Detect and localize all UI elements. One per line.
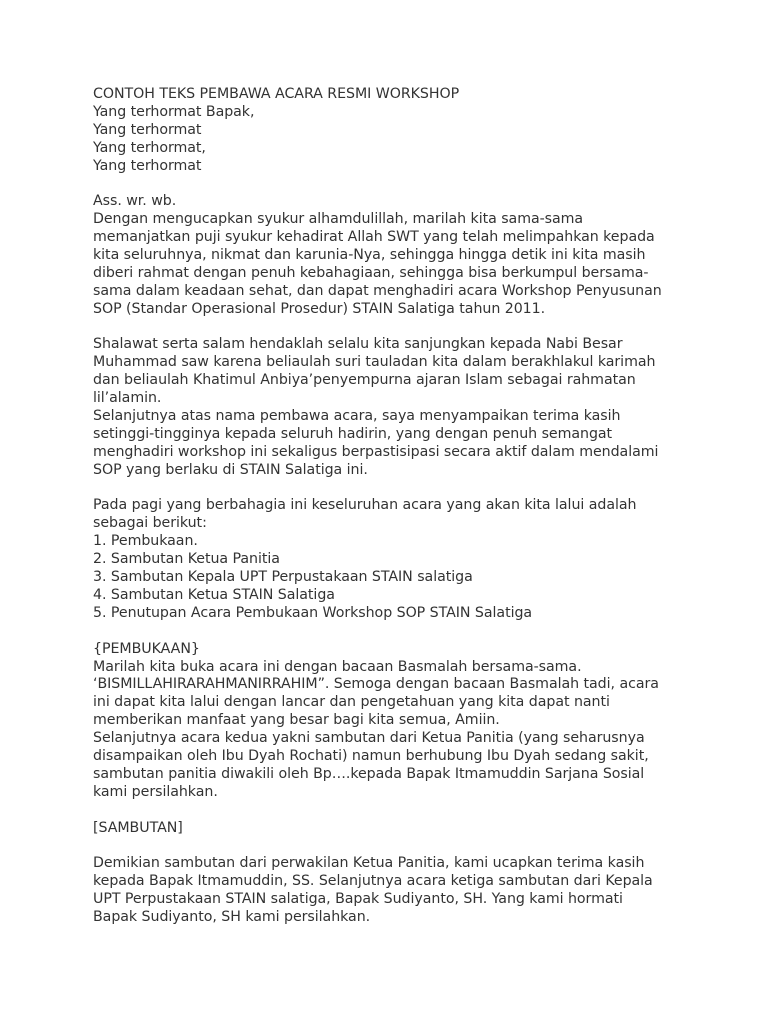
paragraph-pembukaan: [93, 659, 753, 802]
text-line: Demikian sambutan dari perwakilan Ketua Panitia, kami ucapkan terima kasih: [93, 855, 645, 872]
spacer: [93, 837, 753, 855]
text-line: sama dalam keadaan sehat, dan dapat menghadiri acara Workshop Penyusunan: [93, 282, 662, 299]
spacer: [93, 319, 753, 337]
text-line: kami persilahkan.: [93, 783, 218, 800]
text-line: Dengan mengucapkan syukur alhamdulillah, marilah kita sama-sama: [93, 211, 584, 228]
salutation-line: Yang terhormat Bapak,: [93, 103, 255, 120]
spacer: [93, 623, 753, 641]
text-line: SOP (Standar Operasional Prosedur) STAIN Salatiga tahun 2011.: [93, 300, 546, 317]
text-line: kepada Bapak Itmamuddin, SS. Selanjutnya acara ketiga sambutan dari Kepala: [93, 873, 653, 890]
text-line: Muhammad saw karena beliaulah suri tauladan kita dalam berakhlakul karimah: [93, 354, 656, 371]
text-line: menghadiri workshop ini sekaligus berpastisipasi secara aktif dalam mendalami: [93, 443, 659, 460]
text-line: memanjatkan puji syukur kehadirat Allah SWT yang telah melimpahkan kepada: [93, 229, 655, 246]
text-line: ini dapat kita lalui dengan lancar dan pengetahuan yang kita dapat nanti: [93, 694, 610, 711]
text-line: kita seluruhnya, nikmat dan karunia-Nya, sehingga hingga detik ini kita masih: [93, 247, 646, 264]
greeting-text: Ass. wr. wb.: [93, 193, 177, 210]
agenda-item: 3. Sambutan Kepala UPT Perpustakaan STAIN salatiga: [93, 569, 473, 586]
salutation-line: Yang terhormat,: [93, 139, 206, 156]
document-title: CONTOH TEKS PEMBAWA ACARA RESMI WORKSHOP: [93, 86, 460, 102]
text-line: disampaikan oleh Ibu Dyah Rochati) namun berhubung Ibu Dyah sedang sakit,: [93, 747, 649, 764]
text-line: lil’alamin.: [93, 390, 162, 407]
text-line: SOP yang berlaku di STAIN Salatiga ini.: [93, 461, 368, 478]
section-heading-pembukaan: {PEMBUKAAN}: [93, 640, 200, 657]
text-line: diberi rahmat dengan penuh kebahagiaan, sehingga bisa berkumpul bersama-: [93, 264, 649, 281]
spacer: [93, 480, 753, 498]
text-line: memberikan manfaat yang besar bagi kita semua, Amiin.: [93, 712, 500, 729]
text-line: dan beliaulah Khatimul Anbiya’penyempurna ajaran Islam sebagai rahmatan: [93, 372, 636, 389]
text-line: Pada pagi yang berbahagia ini keseluruhan acara yang akan kita lalui adalah: [93, 497, 637, 514]
agenda-item: 4. Sambutan Ketua STAIN Salatiga: [93, 586, 335, 603]
paragraph-agenda-intro: [93, 497, 753, 533]
text-line: Selanjutnya atas nama pembawa acara, saya menyampaikan terima kasih: [93, 408, 621, 425]
salutation-line: Yang terhormat: [93, 121, 202, 138]
text-line: setinggi-tingginya kepada seluruh hadirin, yang dengan penuh semangat: [93, 425, 613, 442]
text-line: Bapak Sudiyanto, SH kami persilahkan.: [93, 908, 371, 925]
text-line: Shalawat serta salam hendaklah selalu kita sanjungkan kepada Nabi Besar: [93, 336, 623, 353]
agenda-list: [93, 533, 753, 622]
text-line: ‘BISMILLAHIRARAHMANIRRAHIM”. Semoga dengan bacaan Basmalah tadi, acara: [93, 676, 659, 693]
spacer: [93, 175, 753, 193]
paragraph-shalawat: [93, 336, 753, 479]
paragraph-opening: [93, 211, 753, 318]
text-line: UPT Perpustakaan STAIN salatiga, Bapak Sudiyanto, SH. Yang kami hormati: [93, 891, 623, 908]
salutation-line: Yang terhormat: [93, 157, 202, 174]
agenda-item: 2. Sambutan Ketua Panitia: [93, 551, 280, 568]
text-line: Selanjutnya acara kedua yakni sambutan dari Ketua Panitia (yang seharusnya: [93, 730, 645, 747]
text-line: Marilah kita buka acara ini dengan bacaan Basmalah bersama-sama.: [93, 658, 582, 675]
salutation-block: [93, 104, 753, 176]
section-heading-sambutan: [SAMBUTAN]: [93, 819, 183, 836]
text-line: sambutan panitia diwakili oleh Bp….kepada Bapak Itmamuddin Sarjana Sosial: [93, 765, 645, 782]
document-page: [93, 86, 753, 927]
paragraph-closing: [93, 855, 753, 927]
spacer: [93, 802, 753, 820]
text-line: sebagai berikut:: [93, 515, 207, 532]
agenda-item: 1. Pembukaan.: [93, 533, 198, 550]
agenda-item: 5. Penutupan Acara Pembukaan Workshop SOP STAIN Salatiga: [93, 604, 533, 621]
